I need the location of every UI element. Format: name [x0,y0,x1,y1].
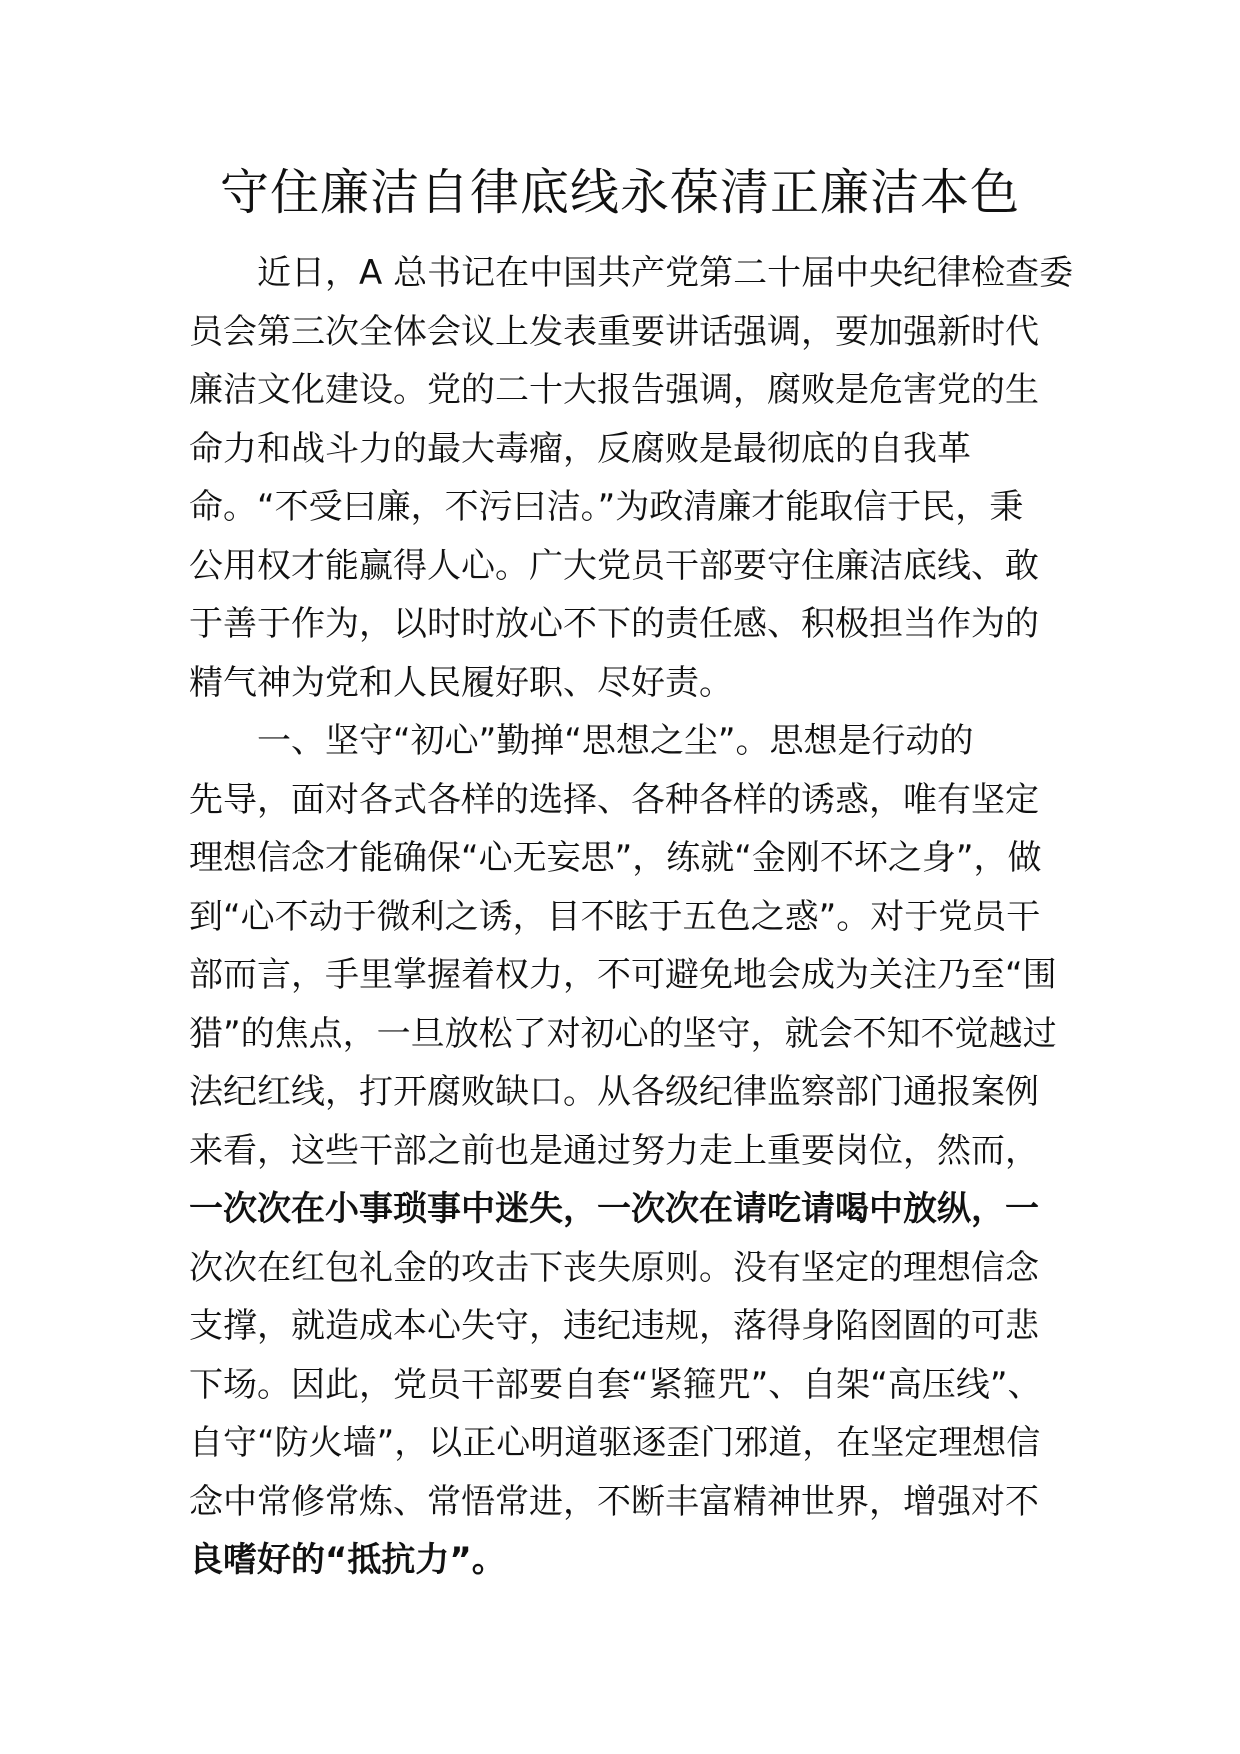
text-line: 命。“不受曰廉，不污曰洁。”为政清廉才能取信于民，秉 [189,487,1024,527]
text-line: 法纪红线，打开腐败缺口。从各级纪律监察部门通报案例 [189,1072,1039,1112]
text-line: 精气神为党和人民履好职、尽好责。 [189,662,733,703]
text-line: 下场。因此，党员干部要自套“紧箍咒”、自架“高压线”、 [189,1364,1042,1405]
text-line: 一、坚守“初心”勤掸“思想之尘”。思想是行动的 [189,721,974,761]
text-line: 到“心不动于微利之诱，目不眩于五色之惑”。对于党员干 [189,896,1041,937]
text-line: 猎”的焦点，一旦放松了对初心的坚守，就会不知不觉越过 [189,1013,1057,1054]
text-line: 廉洁文化建设。党的二十大报告强调，腐败是危害党的生 [189,370,1039,410]
text-line: 员会第三次全体会议上发表重要讲话强调，要加强新时代 [189,311,1039,352]
text-line: 部而言，手里掌握着权力，不可避免地会成为关注乃至“围 [189,955,1057,995]
text-line: 一次次在小事琐事中迷失，一次次在请吃请喝中放纵，一 [189,1189,1039,1229]
text-line: 念中常修常炼、常悟常进，不断丰富精神世界，增强对不 [189,1481,1039,1522]
text-line: 先导，面对各式各样的选择、各种各样的诱惑，唯有坚定 [189,779,1039,820]
text-line: 于善于作为，以时时放心不下的责任感、积极担当作为的 [189,604,1039,644]
text-line: 自守“防火墙”，以正心明道驱逐歪门邪道，在坚定理想信 [189,1423,1041,1463]
text-line: 次次在红包礼金的攻击下丧失原则。没有坚定的理想信念 [189,1247,1039,1288]
text-line: 理想信念才能确保“心无妄思”，练就“金刚不坏之身”，做 [189,838,1042,878]
text-line: 良嗜好的“抵抗力”。 [189,1540,506,1580]
text-line: 命力和战斗力的最大毒瘤，反腐败是最彻底的自我革 [189,428,971,469]
text-line: 近日，A 总书记在中国共产党第二十届中央纪律检查委 [189,253,1074,293]
document-title: 守住廉洁自律底线永葆清正廉洁本色 [219,164,1020,221]
text-line: 支撑，就造成本心失守，违纪违规，落得身陷囹圄的可悲 [189,1306,1039,1346]
text-line: 来看，这些干部之前也是通过努力走上重要岗位，然而， [189,1130,1039,1171]
text-line: 公用权才能赢得人心。广大党员干部要守住廉洁底线、敢 [189,545,1039,586]
document-body [189,244,1074,1590]
